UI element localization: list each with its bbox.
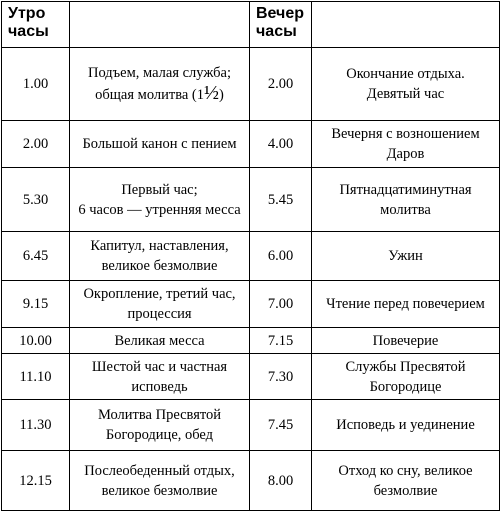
evening-activity-cell-line: Богородице [369, 378, 442, 395]
morning-time-cell: 11.30 [2, 400, 70, 451]
evening-activity-cell-line: Исповедь и уединение [336, 417, 475, 433]
evening-activity-cell [312, 232, 500, 281]
table-row [2, 328, 500, 354]
evening-activity-cell-line: Пятнадцатиминутная [339, 181, 472, 198]
morning-time-cell: 10.00 [2, 328, 70, 354]
evening-activity-cell [312, 451, 500, 511]
table-row [2, 121, 500, 168]
evening-time-cell: 7.00 [250, 281, 312, 328]
evening-header-line-2: часы [256, 23, 297, 40]
morning-activity-cell-line: процессия [127, 306, 192, 322]
morning-activity-cell-line: Большой канон с пением [82, 136, 237, 152]
evening-activity-cell-line: Вечерня с возношением [331, 126, 480, 142]
morning-time-cell: 1.00 [2, 48, 70, 121]
morning-activity-cell [70, 121, 250, 168]
evening-activity-cell-line: молитва [380, 201, 431, 218]
evening-activity-cell-line: безмолвие [373, 482, 438, 499]
morning-activity-cell-line: 6 часов — утренняя месса [78, 201, 241, 218]
morning-activity-cell-line: Послеобеденный отдых, [84, 462, 235, 479]
morning-header-line-1: Утро [8, 5, 46, 22]
morning-activity-cell-line: великое безмолвие [101, 258, 218, 274]
evening-activity-cell [312, 168, 500, 232]
morning-time-cell: 5.30 [2, 168, 70, 232]
morning-activity-cell-line: Капитул, наставления, [90, 238, 229, 254]
morning-activity-cell-line: Великая месса [114, 332, 205, 349]
morning-activity-cell-line: Подъем, малая служба; [87, 65, 232, 81]
morning-activity-cell [70, 232, 250, 281]
evening-activity-cell-line: Чтение перед повечерием [326, 296, 485, 312]
evening-activity-cell [312, 48, 500, 121]
evening-time-cell: 2.00 [250, 48, 312, 121]
morning-header-line-2: часы [8, 23, 49, 40]
evening-header-line-1: Вечер [256, 5, 305, 22]
morning-activity-cell [70, 354, 250, 400]
morning-activity-cell [70, 451, 250, 511]
evening-activity-cell-line: Повечерие [372, 332, 439, 349]
table-row [2, 354, 500, 400]
evening-time-cell: 5.45 [250, 168, 312, 232]
evening-activity-cell-line: Службы Пресвятой [345, 358, 466, 375]
morning-activity-cell-line: Окропление, третий час, [83, 286, 236, 302]
table-row [2, 451, 500, 511]
evening-activity-cell [312, 281, 500, 328]
morning-activity-cell [70, 328, 250, 354]
schedule-table [1, 1, 500, 511]
evening-activity-header [312, 2, 500, 48]
morning-activity-cell-line: Шестой час и частная [91, 358, 228, 375]
morning-activity-cell [70, 168, 250, 232]
table-row [2, 232, 500, 281]
morning-time-cell: 6.45 [2, 232, 70, 281]
evening-time-cell: 7.15 [250, 328, 312, 354]
evening-activity-cell-line: Ужин [388, 248, 423, 264]
evening-activity-cell-line: Окончание отдыха. [346, 66, 465, 82]
morning-activity-cell [70, 281, 250, 328]
evening-activity-cell-line: Даров [386, 146, 425, 162]
evening-hours-header [250, 2, 312, 48]
evening-time-cell: 8.00 [250, 451, 312, 511]
table-row [2, 168, 500, 232]
evening-time-cell: 4.00 [250, 121, 312, 168]
evening-time-cell: 7.45 [250, 400, 312, 451]
morning-activity-cell-line: исповедь [131, 378, 188, 395]
morning-activity-cell-line: Первый час; [121, 181, 198, 198]
morning-activity-cell-line: Молитва Пресвятой [97, 407, 222, 423]
table-row [2, 281, 500, 328]
table-row [2, 400, 500, 451]
morning-time-cell: 2.00 [2, 121, 70, 168]
morning-time-cell: 12.15 [2, 451, 70, 511]
morning-activity-cell-line: общая молитва (1½) [95, 82, 224, 104]
morning-activity-cell [70, 48, 250, 121]
evening-activity-cell [312, 354, 500, 400]
morning-activity-cell [70, 400, 250, 451]
evening-activity-cell-line: Девятый час [366, 86, 445, 102]
morning-time-cell: 9.15 [2, 281, 70, 328]
header-row [2, 2, 500, 48]
evening-time-cell: 7.30 [250, 354, 312, 400]
evening-activity-cell-line: Отход ко сну, великое [338, 462, 473, 479]
morning-activity-header [70, 2, 250, 48]
morning-time-cell: 11.10 [2, 354, 70, 400]
morning-activity-cell-line: Богородице, обед [105, 427, 214, 443]
morning-hours-header [2, 2, 70, 48]
evening-activity-cell [312, 400, 500, 451]
evening-activity-cell [312, 328, 500, 354]
table-row [2, 48, 500, 121]
morning-activity-cell-line: великое безмолвие [101, 482, 218, 499]
evening-activity-cell [312, 121, 500, 168]
evening-time-cell: 6.00 [250, 232, 312, 281]
